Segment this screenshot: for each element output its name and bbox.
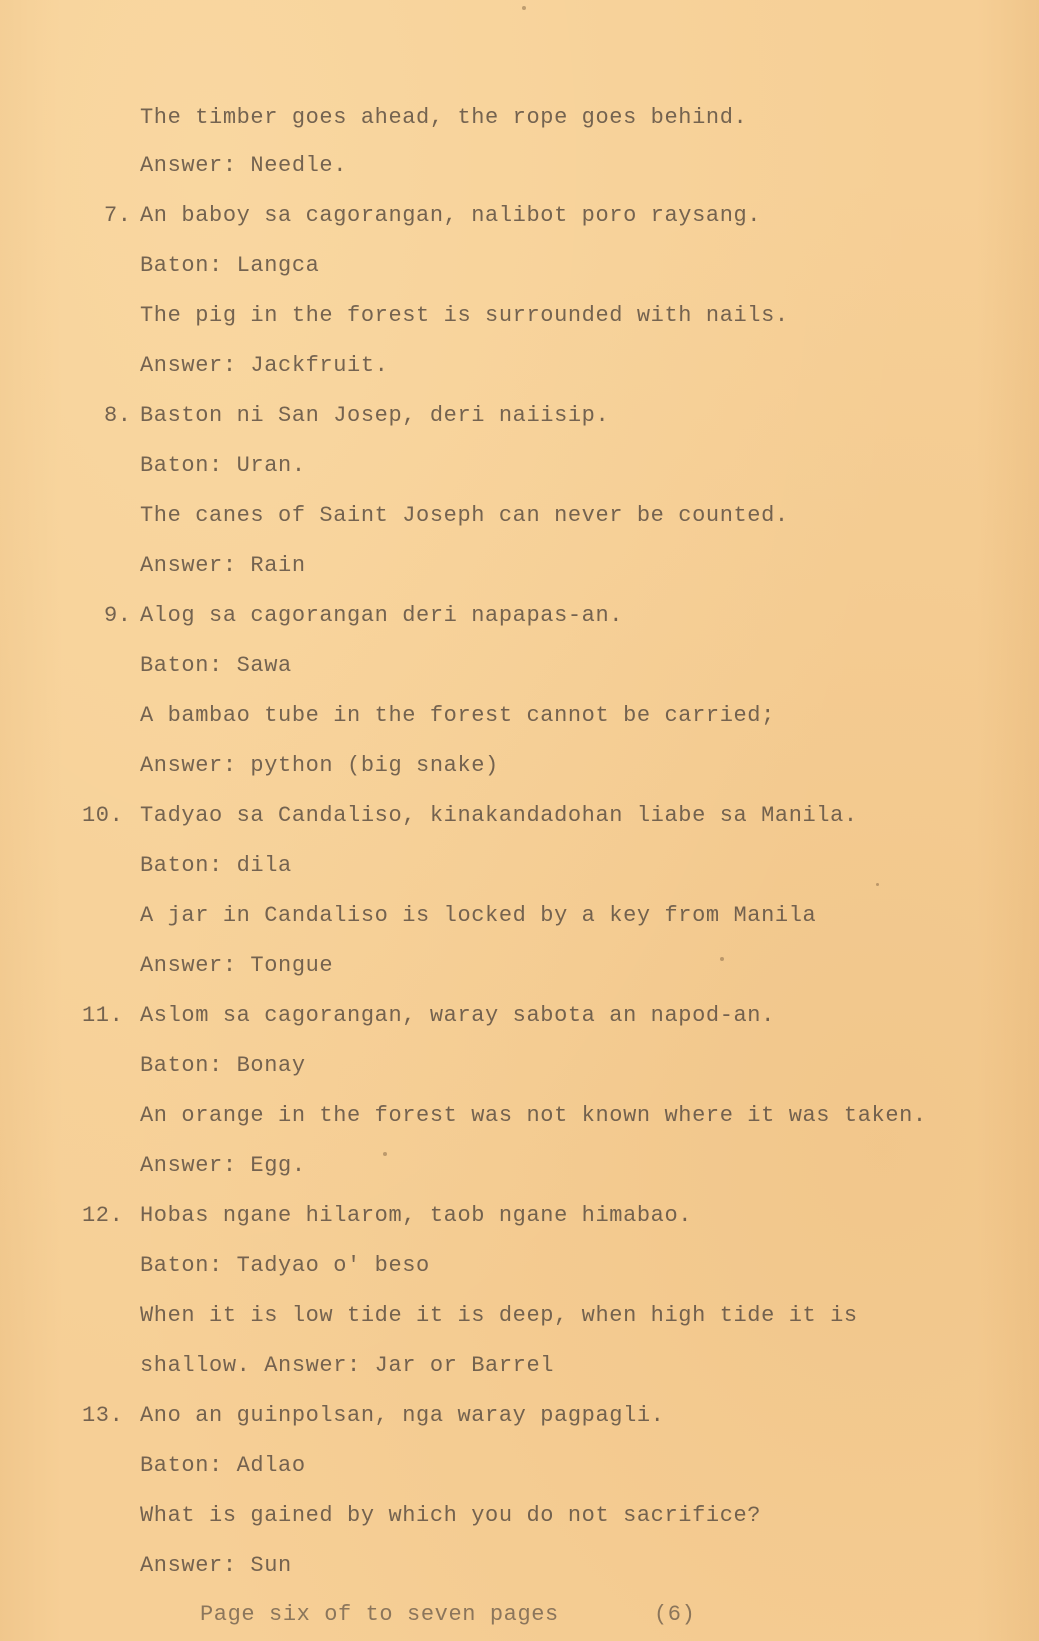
item-number: 7. xyxy=(104,203,132,228)
text-line: Baston ni San Josep, deri naiisip. xyxy=(140,403,610,428)
item-number: 8. xyxy=(104,403,132,428)
text-line: Baton: Bonay xyxy=(140,1053,306,1078)
item-number: 12. xyxy=(82,1203,124,1228)
text-line: Tadyao sa Candaliso, kinakandadohan liabe sa Manila. xyxy=(140,803,858,828)
page-footer: Page six of to seven pages xyxy=(200,1602,559,1627)
text-line: Baton: Uran. xyxy=(140,453,306,478)
text-line: The pig in the forest is surrounded with nails. xyxy=(140,303,789,328)
text-line: What is gained by which you do not sacrifice? xyxy=(140,1503,762,1528)
text-line: Ano an guinpolsan, nga waray pagpagli. xyxy=(140,1403,665,1428)
page-number: (6) xyxy=(654,1602,696,1627)
item-number: 13. xyxy=(82,1403,124,1428)
text-line: An baboy sa cagorangan, nalibot poro raysang. xyxy=(140,203,762,228)
item-number: 11. xyxy=(82,1003,124,1028)
text-line: Answer: Jackfruit. xyxy=(140,353,389,378)
text-line: The canes of Saint Joseph can never be counted. xyxy=(140,503,789,528)
text-line: Answer: Rain xyxy=(140,553,306,578)
paper-speck xyxy=(720,957,724,961)
text-line: A jar in Candaliso is locked by a key from Manila xyxy=(140,903,817,928)
paper-speck xyxy=(522,6,526,10)
item-number: 10. xyxy=(82,803,124,828)
text-line: Alog sa cagorangan deri napapas-an. xyxy=(140,603,624,628)
text-line: Baton: Langca xyxy=(140,253,320,278)
text-line: An orange in the forest was not known where it was taken. xyxy=(140,1103,927,1128)
text-line: Baton: dila xyxy=(140,853,292,878)
text-line: Answer: Needle. xyxy=(140,153,348,178)
text-line: A bambao tube in the forest cannot be carried; xyxy=(140,703,775,728)
text-line: Answer: Tongue xyxy=(140,953,334,978)
text-line: Aslom sa cagorangan, waray sabota an napod-an. xyxy=(140,1003,775,1028)
text-line: Answer: Sun xyxy=(140,1553,292,1578)
item-number: 9. xyxy=(104,603,132,628)
text-line: Baton: Tadyao o' beso xyxy=(140,1253,430,1278)
paper-speck xyxy=(876,883,879,886)
text-line: shallow. Answer: Jar or Barrel xyxy=(140,1353,555,1378)
text-line: Answer: Egg. xyxy=(140,1153,306,1178)
text-line: The timber goes ahead, the rope goes behind. xyxy=(140,105,748,130)
text-line: When it is low tide it is deep, when high tide it is xyxy=(140,1303,858,1328)
text-line: Hobas ngane hilarom, taob ngane himabao. xyxy=(140,1203,693,1228)
paper-speck xyxy=(383,1152,387,1156)
text-line: Answer: python (big snake) xyxy=(140,753,499,778)
text-line: Baton: Sawa xyxy=(140,653,292,678)
text-line: Baton: Adlao xyxy=(140,1453,306,1478)
